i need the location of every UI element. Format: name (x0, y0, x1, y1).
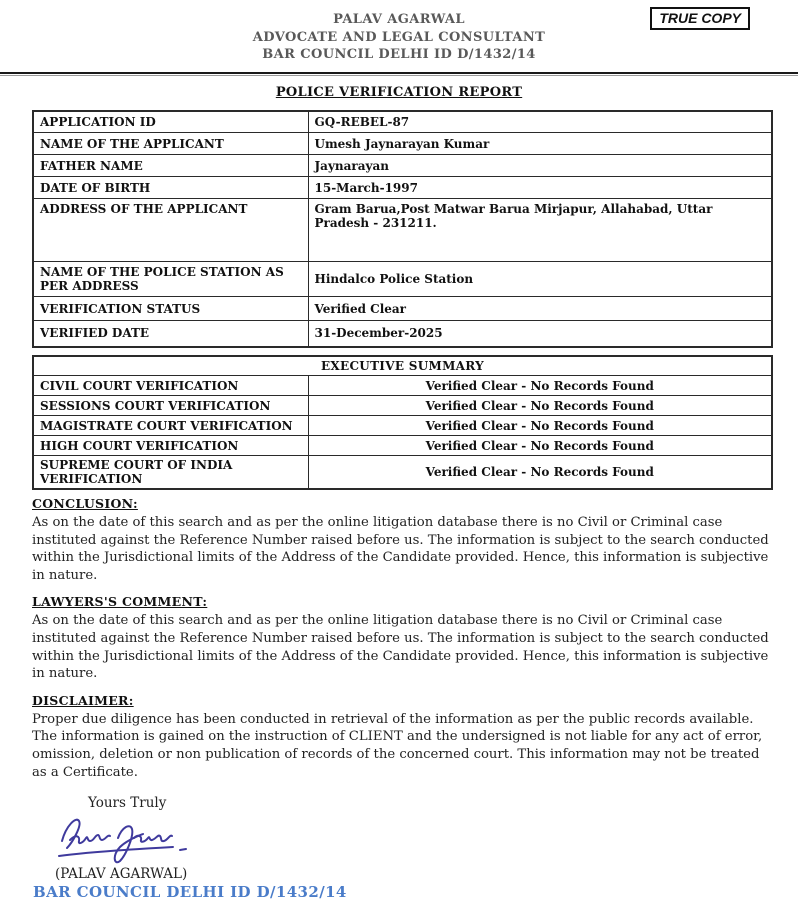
detail-value: Verified Clear (308, 297, 772, 321)
signatory-name: (PALAV AGARWAL) (55, 866, 188, 883)
table-row (33, 177, 772, 199)
disclaimer-body: Proper due diligence has been conducted in retrieval of the information as per the public records available. The information is gained on the instruction of CLIENT and the undersigned is not liable for any act of error, omission, deletion or non publication of records of the concerned court. This information may not be treated as a Certificate. (32, 711, 763, 780)
advocate-role: ADVOCATE AND LEGAL CONSULTANT (252, 29, 546, 45)
table-row (33, 321, 772, 347)
detail-label: DATE OF BIRTH (33, 177, 308, 199)
conclusion-body: As on the date of this search and as per the online litigation database there is no Civil or Criminal case instituted against the Reference Number raised before us. The information is subject to the search conducted within the Jurisdictional limits of the Address of the Candidate provided. Hence, this information is subjective in nature. (32, 515, 769, 583)
detail-label: NAME OF THE POLICE STATION AS PER ADDRESS (33, 262, 308, 297)
summary-label: CIVIL COURT VERIFICATION (33, 376, 308, 396)
signature-bar-council-id: BAR COUNCIL DELHI ID D/1432/14 (33, 883, 347, 901)
page-title: POLICE VERIFICATION REPORT (275, 84, 523, 100)
letterhead-bar-id: BAR COUNCIL DELHI ID D/1432/14 (262, 47, 536, 62)
table-row (33, 456, 772, 490)
detail-value: 15-March-1997 (308, 177, 772, 199)
summary-value: Verified Clear - No Records Found (308, 436, 772, 456)
detail-label: NAME OF THE APPLICANT (33, 133, 308, 155)
detail-value: Jaynarayan (308, 155, 772, 177)
table-row (33, 376, 772, 396)
header-divider (0, 72, 798, 76)
summary-label: HIGH COURT VERIFICATION (33, 436, 308, 456)
detail-label: FATHER NAME (33, 155, 308, 177)
table-row (33, 297, 772, 321)
detail-value: 31-December-2025 (308, 321, 772, 347)
detail-label: ADDRESS OF THE APPLICANT (33, 199, 308, 262)
lawyers-comment-body: As on the date of this search and as per the online litigation database there is no Civil or Criminal case instituted against the Reference Number raised before us. The information is subject to the search conducted within the Jurisdictional limits of the Address of the Candidate provided. Hence, this information is subjective in nature. (32, 613, 769, 682)
applicant-details-table (32, 110, 773, 348)
summary-value: Verified Clear - No Records Found (308, 456, 772, 490)
text-sections (32, 496, 774, 781)
summary-value: Verified Clear - No Records Found (308, 416, 772, 436)
summary-value: Verified Clear - No Records Found (308, 396, 772, 416)
table-row (33, 111, 772, 133)
lawyers-comment-heading: LAWYERS'S COMMENT: (32, 594, 208, 610)
table-row (33, 436, 772, 456)
table-row (33, 262, 772, 297)
detail-value: Gram Barua,Post Matwar Barua Mirjapur, Allahabad, Uttar Pradesh - 231211. (308, 199, 772, 262)
detail-label: APPLICATION ID (33, 111, 308, 133)
closing-text: Yours Truly (88, 795, 167, 812)
table-row (33, 416, 772, 436)
detail-value: Umesh Jaynarayan Kumar (308, 133, 772, 155)
advocate-name: PALAV AGARWAL (333, 12, 465, 27)
true-copy-stamp: TRUE COPY (650, 7, 750, 30)
table-row (33, 199, 772, 262)
summary-label: MAGISTRATE COURT VERIFICATION (33, 416, 308, 436)
handwritten-signature-icon (55, 813, 205, 865)
detail-label: VERIFICATION STATUS (33, 297, 308, 321)
table-row (33, 133, 772, 155)
summary-value: Verified Clear - No Records Found (308, 376, 772, 396)
summary-label: SESSIONS COURT VERIFICATION (33, 396, 308, 416)
table-row (33, 155, 772, 177)
detail-value: Hindalco Police Station (308, 262, 772, 297)
table-row (33, 396, 772, 416)
table-row (33, 356, 772, 376)
detail-label: VERIFIED DATE (33, 321, 308, 347)
disclaimer-heading: DISCLAIMER: (32, 692, 134, 708)
executive-summary-title: EXECUTIVE SUMMARY (33, 356, 772, 376)
detail-value: GQ-REBEL-87 (308, 111, 772, 133)
conclusion-heading: CONCLUSION: (32, 496, 138, 511)
executive-summary-table (32, 355, 773, 491)
summary-label: SUPREME COURT OF INDIA VERIFICATION (33, 456, 308, 490)
